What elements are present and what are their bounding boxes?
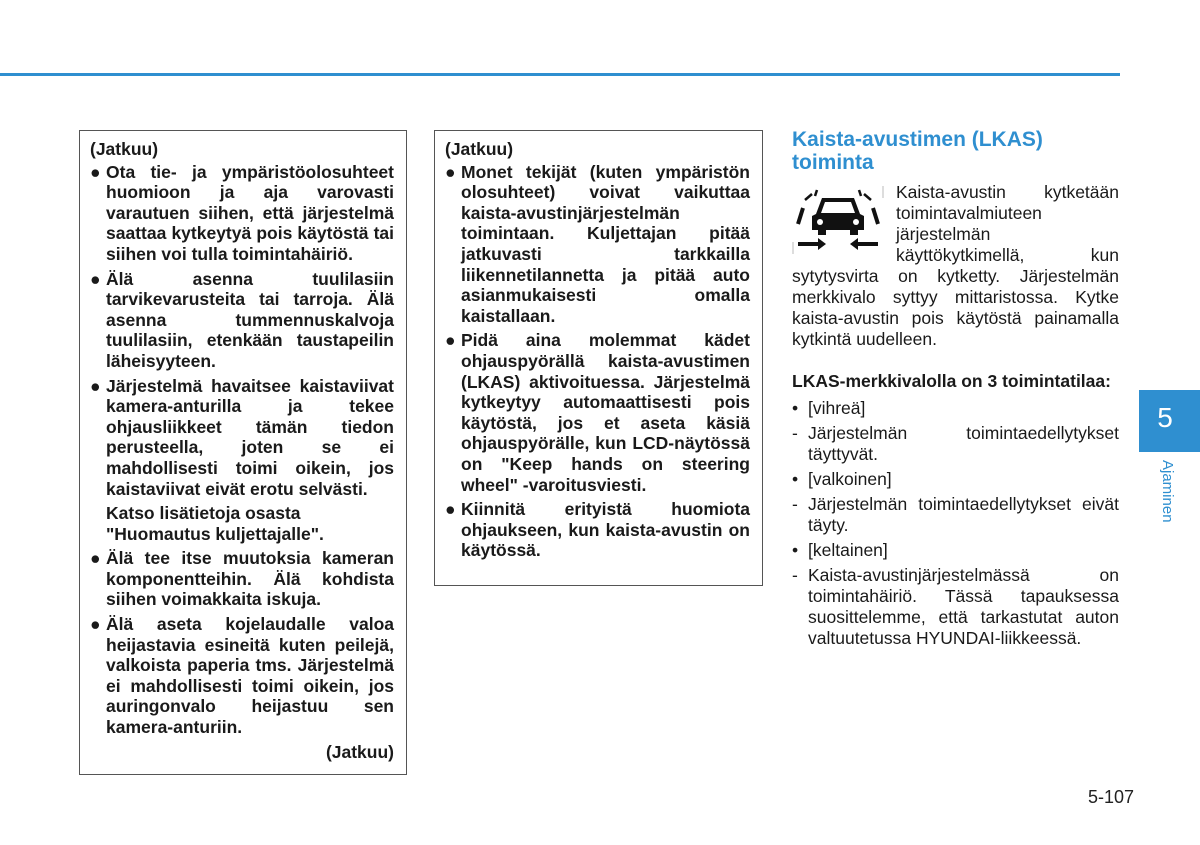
continued-header: (Jatkuu): [445, 139, 514, 159]
list-item: ● Älä tee itse muutoksia kameran komponentteihin. Älä kohdista siihen voimakkaita iskuja.: [90, 548, 394, 610]
lkas-section: [792, 128, 1119, 653]
chapter-number: 5: [1157, 402, 1173, 433]
bullet-icon: ●: [445, 499, 456, 520]
bullet-icon: ●: [90, 268, 101, 289]
warning-box-middle: [434, 130, 763, 586]
list-item: - Järjestelmän toimintaedellytykset eivät täyty.: [792, 494, 1119, 535]
list-item: - Järjestelmän toimintaedellytykset täyttyvät.: [792, 423, 1119, 464]
modes-heading: LKAS-merkkivalolla on 3 toimintatilaa:: [792, 371, 1111, 391]
bullet-icon: ●: [445, 161, 456, 182]
continued-header: (Jatkuu): [90, 139, 159, 159]
list-item: ● Älä aseta kojelaudalle valoa heijastavia esineitä kuten peilejä, valkoista paperia tms. Järjestelmä ei mahdollisesti toimi oikein, jos auringonvalo heijastuu sen kamera-anturiin.: [90, 614, 394, 738]
list-item: ● Järjestelmä havaitsee kaistaviivat kamera-anturilla ja tekee ohjausliikkeet tämän tiedon perusteella, joten se ei mahdollisesti toimi oikein, jos kaistaviivat eivät erotu selvästi.: [90, 375, 394, 499]
list-item: ● Älä asenna tuulilasiin tarvikevarusteita tai tarroja. Älä asenna tummennuskalvoja tuulilasiin, etenkään taustapeilin läheisyyteen.: [90, 268, 394, 371]
list-item: - Kaista-avustinjärjestelmässä on toimintahäiriö. Tässä tapauksessa suosittelemme, että tarkastutat auton valtuutetussa HYUNDAI-liikkeessä.: [792, 565, 1119, 648]
chapter-tab: [1139, 390, 1200, 452]
lane-keeping-car-icon: [792, 186, 884, 254]
page-number: 5-107: [1088, 787, 1135, 807]
bullet-icon: ●: [445, 330, 456, 351]
bullet-icon: ●: [90, 375, 101, 396]
header-rule: [0, 73, 1120, 76]
list-item: • [keltainen]: [792, 540, 888, 560]
list-item: ● Monet tekijät (kuten ympäristön olosuhteet) voivat vaikuttaa kaista-avustinjärjestelmän toimintaan. Kuljettajan pitää jatkuvasti tarkkailla liikennetilannetta ja pitää auto asianmukaisesti omalla kaistallaan.: [445, 161, 750, 326]
list-item: ● Kiinnitä erityistä huomiota ohjaukseen, kun kaista-avustin on käytössä.: [445, 499, 750, 561]
list-item: • [valkoinen]: [792, 469, 892, 489]
warning-box-left: [79, 130, 407, 775]
chapter-label: Ajaminen: [1159, 460, 1176, 523]
reference-note: Katso lisätietoja osasta "Huomautus kuljettajalle".: [106, 503, 324, 544]
section-title: Kaista-avustimen (LKAS) toiminta: [792, 128, 1043, 174]
intro-paragraph: Kaista-avustin kytketään toimintavalmiuteen järjestelmän käyttökytkimellä, kun sytytysvirta on kytketty. Järjestelmän merkkivalo syttyy mittaristossa. Kytke kaista-avustin pois käytöstä painamalla kytkintä uudelleen.: [792, 182, 1119, 349]
bullet-icon: ●: [90, 161, 101, 182]
bullet-icon: ●: [90, 614, 101, 635]
list-item: • [vihreä]: [792, 398, 866, 418]
bullet-icon: ●: [90, 548, 101, 569]
list-item: ● Ota tie- ja ympäristöolosuhteet huomioon ja aja varovasti varautuen siihen, että järjestelmä saattaa kytkeytyä pois käytöstä tai siihen voi tulla toimintahäiriö.: [90, 161, 394, 264]
list-item: ● Pidä aina molemmat kädet ohjauspyörällä kaista-avustimen (LKAS) aktivoituessa. Järjestelmä kytkeytyy automaattisesti pois käytöstä, jos et aseta käsiä ohjauspyörälle, kun LCD-näytössä on "Keep hands on steering wheel" -varoitusviesti.: [445, 330, 750, 495]
lane-keeping-car-icon-graphic: [792, 186, 884, 254]
continued-footer: (Jatkuu): [325, 741, 394, 762]
